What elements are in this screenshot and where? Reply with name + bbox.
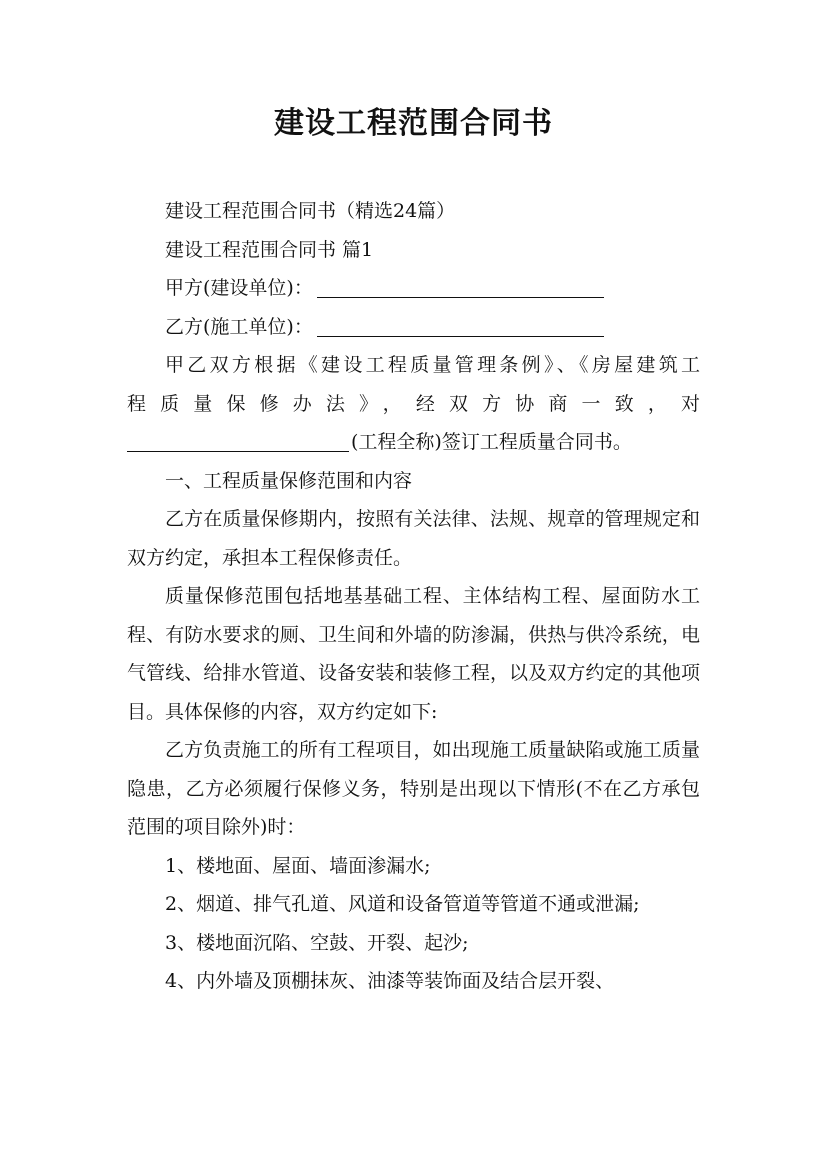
paragraph-responsibility: 乙方在质量保修期内，按照有关法律、法规、规章的管理规定和双方约定，承担本工程保修责任。 bbox=[127, 508, 700, 569]
document-title: 建设工程范围合同书 bbox=[274, 106, 553, 141]
project-name-blank-line bbox=[127, 432, 349, 452]
list-item-1: 1、楼地面、屋面、墙面渗漏水; bbox=[165, 854, 431, 877]
party-a-line bbox=[127, 269, 700, 308]
intro-line-2: 程质量保修办法》，经双方协商一致，对 bbox=[127, 392, 700, 415]
paragraph-obligation: 乙方负责施工的所有工程项目，如出现施工质量缺陷或施工质量隐患，乙方必须履行保修义务，特别是出现以下情形(不在乙方承包范围的项目除外)时： bbox=[127, 739, 700, 838]
party-b-blank-line bbox=[317, 317, 604, 337]
party-a-blank-line bbox=[317, 278, 604, 298]
section-1-heading: 一、工程质量保修范围和内容 bbox=[165, 469, 413, 492]
party-a-label: 甲方(建设单位)： bbox=[165, 277, 313, 299]
chapter-heading: 建设工程范围合同书 篇1 bbox=[165, 238, 374, 261]
paragraph-scope: 质量保修范围包括地基基础工程、主体结构工程、屋面防水工程、有防水要求的厕、卫生间和外墙的防渗漏，供热与供冷系统，电气管线、给排水管道、设备安装和装修工程，以及双方约定的其他项目。具体保修的内容，双方约定如下: bbox=[127, 585, 700, 723]
party-b-line bbox=[127, 308, 700, 347]
intro-line-3-suffix: (工程全称)签订工程质量合同书。 bbox=[351, 431, 632, 453]
list-item-4: 4、内外墙及顶棚抹灰、油漆等装饰面及结合层开裂、 bbox=[165, 970, 615, 992]
intro-line-3 bbox=[127, 423, 700, 462]
list-item-3: 3、楼地面沉陷、空鼓、开裂、起沙; bbox=[165, 931, 469, 954]
party-b-label: 乙方(施工单位)： bbox=[165, 315, 313, 338]
list-item-2: 2、烟道、排气孔道、风道和设备管道等管道不通或泄漏; bbox=[165, 893, 640, 915]
document-body bbox=[127, 192, 700, 1001]
document-subtitle: 建设工程范围合同书（精选24篇） bbox=[165, 200, 456, 222]
intro-line-1: 甲乙双方根据《建设工程质量管理条例》、《房屋建筑工 bbox=[165, 354, 700, 376]
